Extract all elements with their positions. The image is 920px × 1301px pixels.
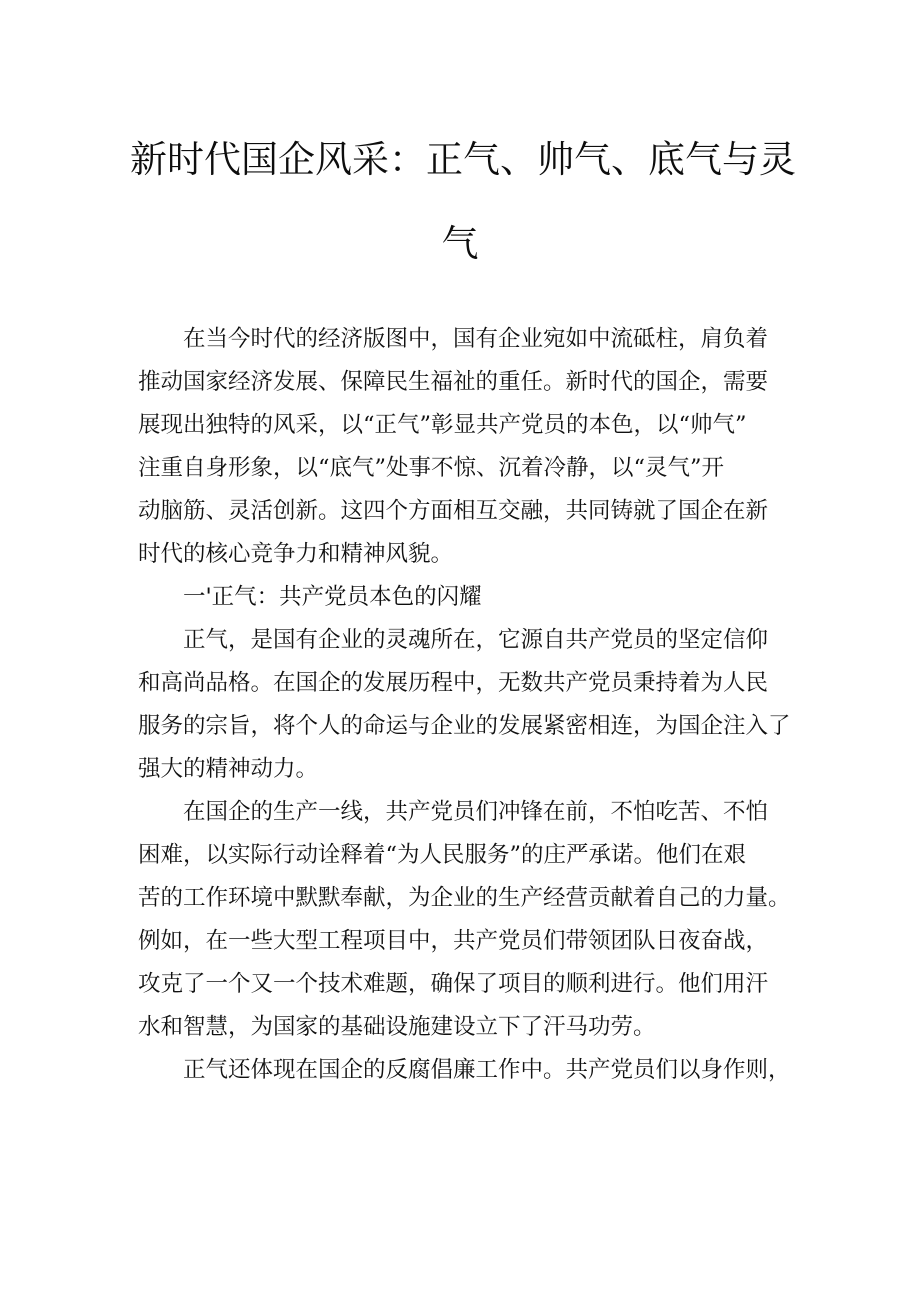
section1-paragraph-3 bbox=[138, 1049, 791, 1092]
text-line: 苦的工作环境中默默奉献，为企业的生产经营贡献着自己的力量。 bbox=[138, 885, 791, 911]
document-body bbox=[138, 318, 791, 1092]
section1-paragraph-1 bbox=[138, 619, 791, 791]
text-line: 在国企的生产一线，共产党员们冲锋在前，不怕吃苦、不怕 bbox=[138, 799, 769, 825]
text-line: 正气，是国有企业的灵魂所在，它源自共产党员的坚定信仰 bbox=[138, 627, 769, 653]
text-line: 例如，在一些大型工程项目中，共产党员们带领团队日夜奋战， bbox=[138, 928, 769, 954]
document-title bbox=[130, 138, 796, 266]
text-line: 和高尚品格。在国企的发展历程中，无数共产党员秉持着为人民 bbox=[138, 670, 769, 696]
text-line: 水和智慧，为国家的基础设施建设立下了汗马功劳。 bbox=[138, 1014, 656, 1040]
text-line: 强大的精神动力。 bbox=[138, 756, 319, 782]
text-line: 正气还体现在国企的反腐倡廉工作中。共产党员们以身作则， bbox=[138, 1057, 791, 1083]
section1-paragraph-2 bbox=[138, 791, 791, 1049]
text-line: 动脑筋、灵活创新。这四个方面相互交融，共同铸就了国企在新 bbox=[138, 498, 769, 524]
text-line: 展现出独特的风采，以“正气”彰显共产党员的本色，以“帅气” bbox=[138, 412, 747, 438]
text-line: 攻克了一个又一个技术难题，确保了项目的顺利进行。他们用汗 bbox=[138, 971, 769, 997]
text-line: 时代的核心竞争力和精神风貌。 bbox=[138, 541, 454, 567]
title-line-2: 气 bbox=[441, 222, 479, 265]
section-heading-1: 一'正气：共产党员本色的闪耀 bbox=[183, 584, 482, 610]
text-line: 注重自身形象，以“底气”处事不惊、沉着冷静，以“灵气”开 bbox=[138, 455, 725, 481]
text-line: 推动国家经济发展、保障民生福祉的重任。新时代的国企，需要 bbox=[138, 369, 769, 395]
text-line: 困难，以实际行动诠释着“为人民服务”的庄严承诺。他们在艰 bbox=[138, 842, 747, 868]
title-line-1: 新时代国企风采：正气、帅气、底气与灵 bbox=[130, 138, 796, 181]
intro-paragraph bbox=[138, 318, 788, 576]
text-line: 在当今时代的经济版图中，国有企业宛如中流砥柱，肩负着 bbox=[138, 326, 769, 352]
text-line: 服务的宗旨，将个人的命运与企业的发展紧密相连，为国企注入了 bbox=[138, 713, 791, 739]
